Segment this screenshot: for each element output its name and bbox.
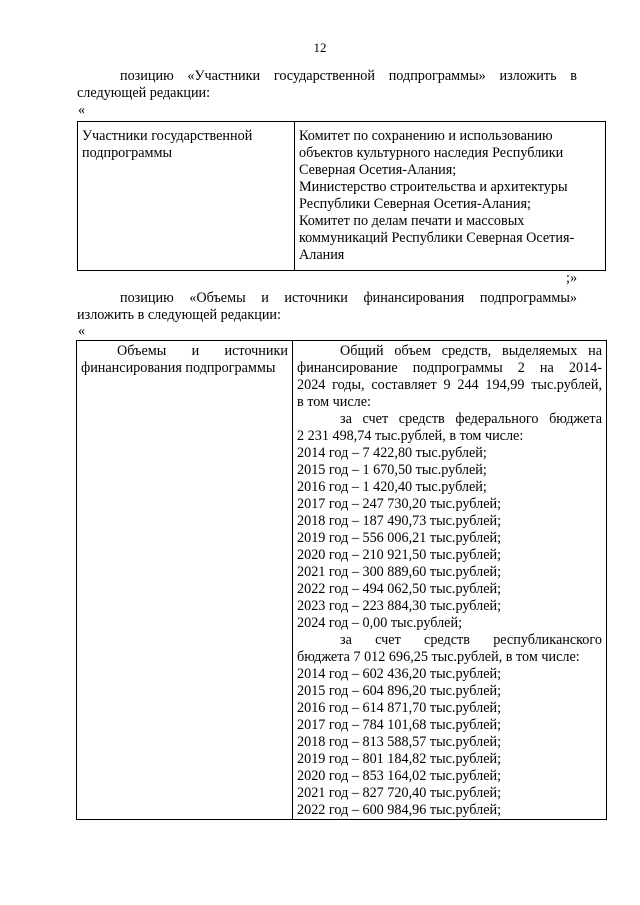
funding-total-line: Общий объем средств, выделяемых на bbox=[340, 343, 602, 359]
federal-head-line: за счет средств федерального бюджета bbox=[340, 411, 602, 427]
funding-total-line: в том числе: bbox=[297, 394, 371, 410]
federal-year-line: 2016 год – 1 420,40 тыс.рублей; bbox=[297, 479, 487, 495]
funding-label-line1 bbox=[81, 343, 292, 360]
participants-value-line: коммуникаций Республики Северная Осетия- bbox=[299, 230, 575, 246]
republic-year-line: 2022 год – 600 984,96 тыс.рублей; bbox=[297, 802, 502, 818]
republic-head-line1 bbox=[297, 632, 602, 649]
section2-intro-line1: позицию «Объемы и источники финансирования подпрограммы» bbox=[120, 290, 577, 306]
participants-label-cell bbox=[78, 122, 295, 271]
republic-year-line: 2017 год – 784 101,68 тыс.рублей; bbox=[297, 717, 502, 733]
republic-year-line: 2016 год – 614 871,70 тыс.рублей; bbox=[297, 700, 502, 716]
republic-year-line: 2014 год – 602 436,20 тыс.рублей; bbox=[297, 666, 502, 682]
page-number: 12 bbox=[313, 40, 327, 55]
section2-intro bbox=[77, 290, 577, 324]
participants-table bbox=[77, 121, 606, 271]
republic-year-line: 2020 год – 853 164,02 тыс.рублей; bbox=[297, 768, 502, 784]
participants-value-line: Северная Осетия-Алания; bbox=[299, 162, 457, 178]
participants-label-line2: подпрограммы bbox=[82, 145, 172, 161]
participants-value-line: Комитет по сохранению и использованию bbox=[299, 128, 553, 144]
republic-year-line: 2019 год – 801 184,82 тыс.рублей; bbox=[297, 751, 502, 767]
participants-value-line: Министерство строительства и архитектуры bbox=[299, 179, 568, 195]
funding-label-word: источники bbox=[224, 343, 288, 359]
federal-year-line: 2022 год – 494 062,50 тыс.рублей; bbox=[297, 581, 502, 597]
republic-year-line: 2021 год – 827 720,40 тыс.рублей; bbox=[297, 785, 502, 801]
funding-label-cell bbox=[77, 341, 293, 820]
participants-value-line: Комитет по делам печати и массовых bbox=[299, 213, 525, 229]
funding-total-line: финансирование подпрограммы 2 на 2014- bbox=[297, 360, 602, 376]
federal-year-line: 2020 год – 210 921,50 тыс.рублей; bbox=[297, 547, 502, 563]
section1-intro bbox=[77, 68, 577, 102]
republic-head-word: средств bbox=[424, 632, 470, 648]
participants-label-line1: Участники государственной bbox=[82, 128, 253, 144]
section1-intro-line1: позицию «Участники государственной подпрограммы» изложить в bbox=[120, 68, 577, 84]
section1-quote-open: « bbox=[78, 102, 86, 118]
federal-year-line: 2014 год – 7 422,80 тыс.рублей; bbox=[297, 445, 487, 461]
section1-quote-close: ;» bbox=[566, 270, 578, 286]
republic-year-line: 2018 год – 813 588,57 тыс.рублей; bbox=[297, 734, 502, 750]
participants-value-line: объектов культурного наследия Республики bbox=[299, 145, 564, 161]
funding-total-line: 2024 годы, составляет 9 244 194,99 тыс.рублей, bbox=[297, 377, 602, 393]
federal-year-line: 2018 год – 187 490,73 тыс.рублей; bbox=[297, 513, 502, 529]
funding-label-word: и bbox=[191, 343, 200, 359]
republic-year-line: 2015 год – 604 896,20 тыс.рублей; bbox=[297, 683, 502, 699]
funding-table bbox=[76, 340, 607, 820]
federal-year-line: 2021 год – 300 889,60 тыс.рублей; bbox=[297, 564, 502, 580]
federal-year-line: 2024 год – 0,00 тыс.рублей; bbox=[297, 615, 463, 631]
section1-intro-line2: следующей редакции: bbox=[77, 85, 211, 101]
participants-value-cell bbox=[295, 122, 606, 271]
participants-row bbox=[78, 122, 606, 271]
federal-head-line: 2 231 498,74 тыс.рублей, в том числе: bbox=[297, 428, 524, 444]
federal-year-line: 2019 год – 556 006,21 тыс.рублей; bbox=[297, 530, 502, 546]
republic-head-line2: бюджета 7 012 696,25 тыс.рублей, в том числе: bbox=[297, 649, 580, 665]
federal-year-line: 2017 год – 247 730,20 тыс.рублей; bbox=[297, 496, 502, 512]
funding-label-word: Объемы bbox=[117, 343, 167, 359]
participants-value-line: Алания bbox=[299, 247, 345, 263]
republic-head-word: республиканского bbox=[493, 632, 602, 648]
republic-head-word: за bbox=[340, 632, 352, 648]
section2-quote-open: « bbox=[78, 323, 86, 339]
funding-label-line2: финансирования подпрограммы bbox=[81, 360, 276, 376]
funding-value-cell bbox=[293, 341, 607, 820]
section2-intro-line2: изложить в следующей редакции: bbox=[77, 307, 281, 323]
federal-year-line: 2023 год – 223 884,30 тыс.рублей; bbox=[297, 598, 502, 614]
participants-value-line: Республики Северная Осетия-Алания; bbox=[299, 196, 531, 212]
funding-row bbox=[77, 341, 607, 820]
federal-year-line: 2015 год – 1 670,50 тыс.рублей; bbox=[297, 462, 487, 478]
republic-head-word: счет bbox=[375, 632, 401, 648]
